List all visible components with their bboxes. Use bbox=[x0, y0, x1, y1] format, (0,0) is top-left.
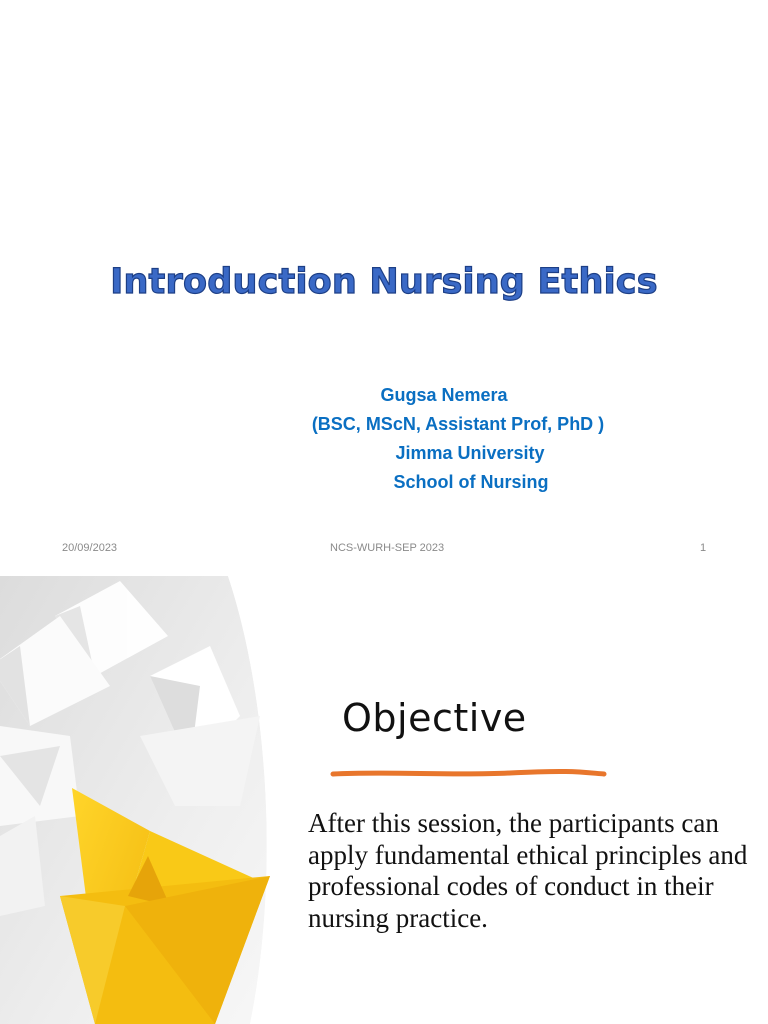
slide-title: Introduction Nursing Ethics bbox=[110, 262, 658, 302]
author-school: School of Nursing bbox=[393, 472, 549, 492]
objective-body: After this session, the participants can apply fundamental ethical principles and professional codes of conduct in their nursing practice. bbox=[308, 808, 748, 933]
author-block bbox=[300, 381, 640, 497]
footer-page-number: 1 bbox=[700, 542, 707, 554]
paper-boats-image bbox=[0, 576, 300, 1024]
author-name: Gugsa Nemera bbox=[380, 385, 508, 405]
author-credentials: (BSC, MScN, Assistant Prof, PhD ) bbox=[311, 414, 605, 434]
heading-underline bbox=[330, 768, 610, 780]
footer-date: 20/09/2023 bbox=[62, 542, 118, 554]
objective-slide bbox=[0, 576, 768, 1024]
footer-center-text: NCS-WURH-SEP 2023 bbox=[330, 542, 445, 554]
white-boat-4 bbox=[0, 726, 80, 826]
author-university: Jimma University bbox=[395, 443, 545, 463]
objective-heading: Objective bbox=[342, 696, 527, 740]
